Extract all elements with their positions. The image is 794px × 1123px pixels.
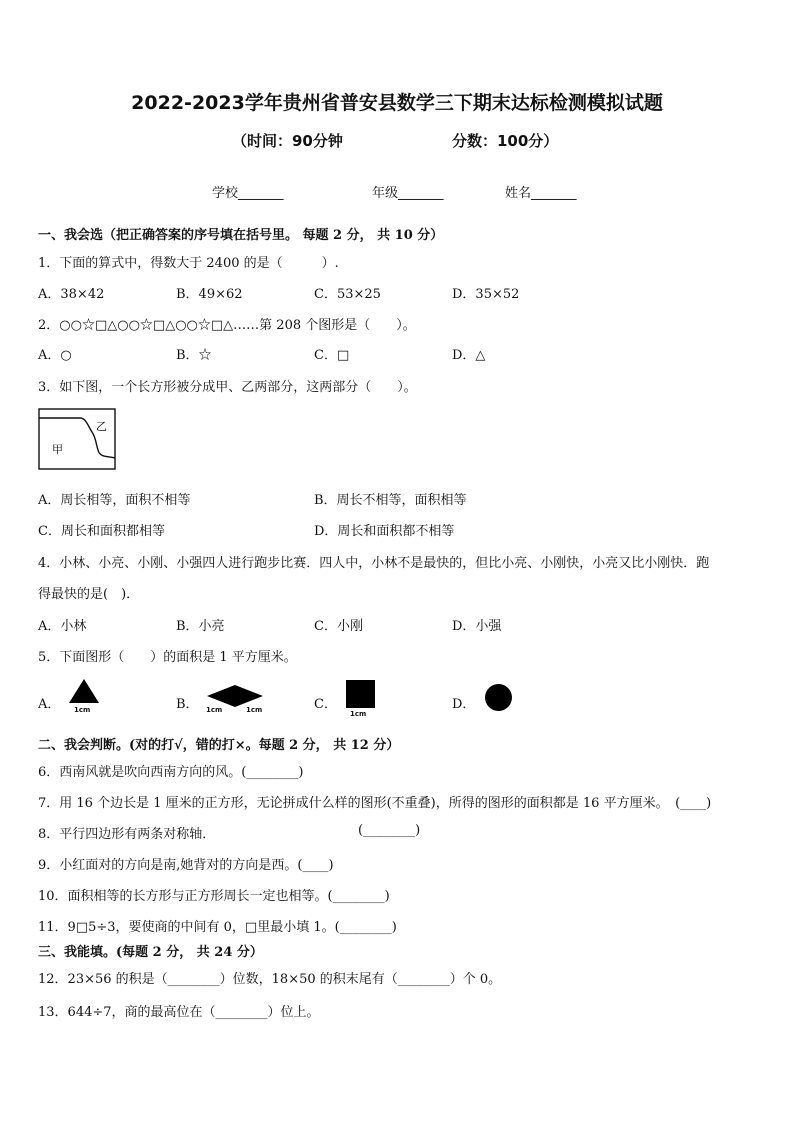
q5-option-a: A． [38, 697, 61, 712]
q4-option-d: D．小强 [452, 619, 502, 634]
square-shape [346, 680, 375, 708]
section-1-heading: 一、我会选（把正确答案的序号填在括号里。 每题 2 分， 共 10 分） [38, 228, 444, 243]
q3-option-c: C．周长和面积都相等 [38, 524, 165, 539]
question-13: 13．644÷7，商的最高位在（________）位上。 [38, 1005, 320, 1020]
q1-option-a: A．38×42 [38, 287, 105, 302]
exam-time: （时间：90分钟 [232, 132, 343, 150]
section-2-heading: 二、我会判断。(对的打√，错的打×。每题 2 分， 共 12 分） [38, 738, 400, 753]
label-yi: 乙 [96, 420, 107, 433]
q3-option-d: D．周长和面积都不相等 [314, 524, 455, 539]
question-6: 6．西南风就是吹向西南方向的风。(________) [38, 765, 304, 780]
q1-option-c: C．53×25 [314, 287, 381, 302]
q2-option-a: A．○ [38, 348, 72, 363]
question-4-line-2: 得最快的是( )． [38, 587, 140, 602]
q1-option-d: D．35×52 [452, 287, 520, 302]
circle-shape [484, 683, 513, 712]
exam-score: 分数：100分） [452, 132, 559, 150]
divided-rectangle-figure [38, 408, 116, 470]
question-4-line-1: 4．小林、小亮、小刚、小强四人进行跑步比赛．四人中，小林不是最快的，但比小亮、小刚快，小亮又比小刚快．跑 [38, 556, 710, 571]
question-8: 8．平行四边形有两条对称轴． [38, 827, 216, 842]
question-5: 5．下面图形（ ）的面积是 1 平方厘米。 [38, 650, 297, 665]
rhombus-cm-label-left: 1cm [206, 706, 223, 714]
triangle-shape [68, 678, 100, 704]
q4-option-a: A．小林 [38, 619, 87, 634]
question-10: 10．面积相等的长方形与正方形周长一定也相等。(________) [38, 889, 390, 904]
question-11: 11．9□5÷3，要使商的中间有 0，□里最小填 1。(________) [38, 920, 397, 935]
question-1: 1．下面的算式中，得数大于 2400 的是（ ）. [38, 256, 339, 271]
page-title: 2022-2023学年贵州省普安县数学三下期末达标检测模拟试题 [131, 92, 663, 114]
section-3-heading: 三、我能填。(每题 2 分， 共 24 分） [38, 945, 263, 960]
question-2: 2．○○☆□△○○☆□△○○☆□△……第 208 个图形是（ ）。 [38, 318, 416, 333]
rhombus-shape [206, 684, 264, 708]
q3-option-b: B．周长不相等，面积相等 [314, 493, 467, 508]
q5-option-d: D． [452, 697, 476, 712]
q4-option-c: C．小刚 [314, 619, 363, 634]
question-8-blank: (________) [358, 823, 421, 838]
q2-option-c: C．□ [314, 348, 350, 363]
rhombus-cm-label-right: 1cm [246, 706, 263, 714]
question-7: 7．用 16 个边长是 1 厘米的正方形，无论拼成什么样的图形(不重叠)，所得的图形的面积都是 16 平方厘米。 (____) [38, 796, 712, 811]
question-9: 9．小红面对的方向是南,她背对的方向是西。(____) [38, 858, 334, 873]
q2-option-b: B．☆ [176, 348, 212, 363]
triangle-cm-label: 1cm [74, 706, 91, 714]
square-cm-label: 1cm [350, 710, 367, 718]
name-field: 姓名_______ [505, 186, 577, 201]
q5-option-b: B． [176, 697, 199, 712]
label-jia: 甲 [52, 443, 63, 456]
q1-option-b: B．49×62 [176, 287, 243, 302]
q5-option-c: C． [314, 697, 337, 712]
question-12: 12．23×56 的积是（________）位数，18×50 的积末尾有（________）个 0。 [38, 972, 502, 987]
school-field: 学校_______ [212, 186, 284, 201]
grade-field: 年级_______ [372, 186, 444, 201]
q3-option-a: A．周长相等，面积不相等 [38, 493, 191, 508]
q4-option-b: B．小亮 [176, 619, 225, 634]
question-3: 3．如下图，一个长方形被分成甲、乙两部分，这两部分（ ）。 [38, 380, 417, 395]
q2-option-d: D．△ [452, 348, 486, 363]
